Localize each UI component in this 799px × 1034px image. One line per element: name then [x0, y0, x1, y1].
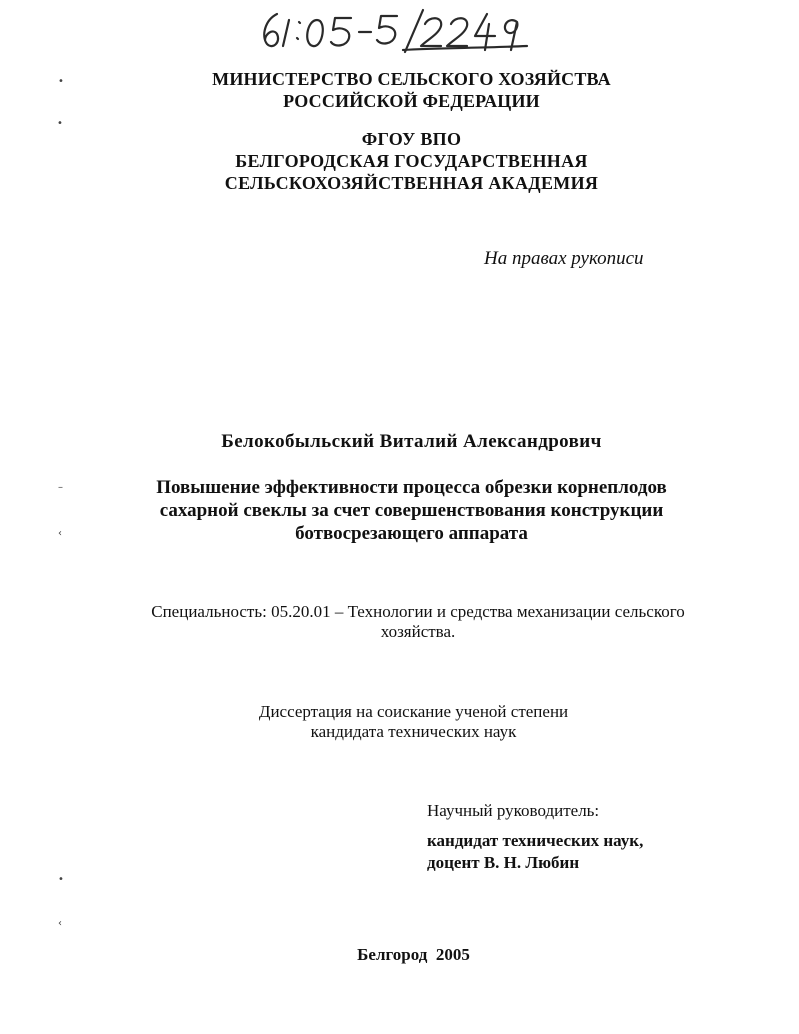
degree-line-1: Диссертация на соискание ученой степени [258, 702, 569, 721]
specialty [138, 602, 698, 642]
scan-mark: • [57, 118, 63, 129]
academy-line-3: СЕЛЬСКОХОЗЯЙСТВЕННАЯ АКАДЕМИЯ [224, 173, 599, 193]
city-year: Белгород 2005 [357, 945, 470, 964]
academy-header [12, 128, 799, 194]
scan-mark: ‹ [58, 528, 62, 539]
ministry-line-2: РОССИЙСКОЙ ФЕДЕРАЦИИ [283, 91, 540, 111]
author-name: Белокобыльский Виталий Александрович [221, 431, 602, 452]
supervisor-name: доцент В. Н. Любин [427, 853, 580, 872]
handwritten-number-signature [255, 6, 535, 56]
title-line-1: Повышение эффективности процесса обрезки корнеплодов [156, 477, 667, 498]
manuscript-note: На правах рукописи [484, 248, 644, 269]
handwritten-archive-number [255, 6, 535, 56]
supervisor-label: Научный руководитель: [427, 801, 600, 820]
specialty-line-1: Специальность: 05.20.01 – Технологии и средства механизации сельского [151, 602, 685, 621]
degree-line-2: кандидата технических наук [310, 722, 517, 741]
ministry-header [12, 68, 799, 112]
supervisor-degree: кандидат технических наук, [427, 831, 644, 850]
academy-line-2: БЕЛГОРОДСКАЯ ГОСУДАРСТВЕННАЯ [235, 151, 588, 171]
scan-mark: • [58, 76, 64, 87]
title-line-2: сахарной свеклы за счет совершенствования конструкции [159, 500, 664, 521]
scan-mark: – [58, 482, 63, 493]
ministry-line-1: МИНИСТЕРСТВО СЕЛЬСКОГО ХОЗЯЙСТВА [212, 69, 611, 89]
supervisor-block [427, 800, 643, 874]
academy-line-1: ФГОУ ВПО [361, 129, 462, 149]
scan-mark: ‹ [58, 918, 62, 929]
specialty-line-2: хозяйства. [380, 622, 456, 641]
dissertation-title [12, 476, 799, 545]
scan-mark: • [58, 874, 64, 885]
degree-statement [14, 702, 799, 742]
title-line-3: ботвосрезающего аппарата [295, 523, 528, 544]
